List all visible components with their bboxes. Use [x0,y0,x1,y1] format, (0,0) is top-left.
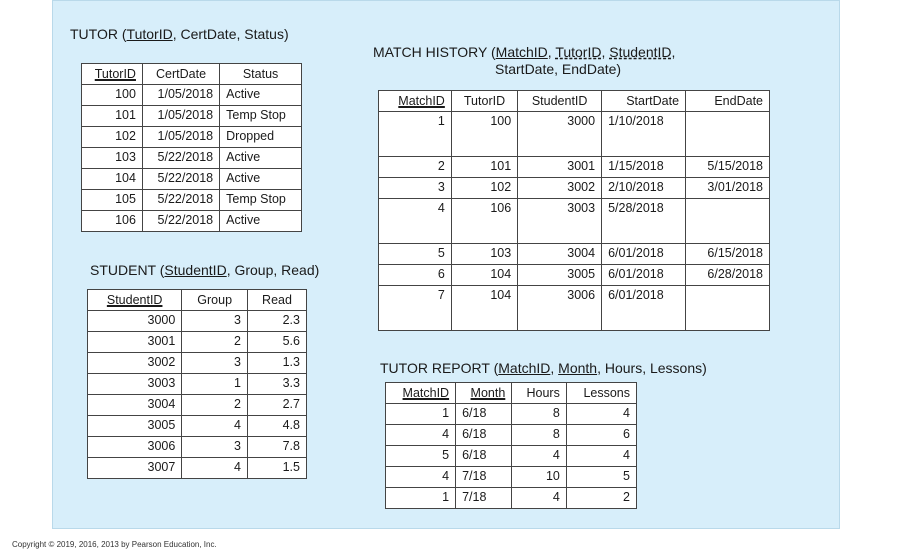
table-row [386,488,637,509]
table-row [386,446,637,467]
table-row [379,286,770,331]
match-history-table [378,90,770,331]
table-cell: 3000 [518,112,602,157]
table-cell: 103 [82,148,143,169]
table-row [88,416,307,437]
copyright-text: Copyright © 2019, 2016, 2013 by Pearson Education, Inc. [12,540,217,549]
table-row [88,458,307,479]
table-cell: 4 [182,416,248,437]
table-cell: 4 [566,404,636,425]
table-cell: 5/22/2018 [142,169,219,190]
table-cell: 2.7 [248,395,307,416]
tutor-table [81,63,302,232]
table-cell: 3004 [88,395,182,416]
table-row [379,199,770,244]
column-header: EndDate [686,91,770,112]
table-cell: 1.3 [248,353,307,374]
table-cell: 3003 [88,374,182,395]
table-cell: 1 [386,404,456,425]
table-cell: 104 [451,286,517,331]
table-cell: 4 [182,458,248,479]
table-row [88,332,307,353]
column-header: StudentID [88,290,182,311]
table-cell: 3.3 [248,374,307,395]
table-row [88,374,307,395]
table-cell: 7/18 [456,488,512,509]
table-row [88,395,307,416]
table-cell: 1/10/2018 [602,112,686,157]
table-row [82,169,302,190]
table-cell: 10 [512,467,567,488]
table-cell: 104 [82,169,143,190]
tutor-report-title: TUTOR REPORT (MatchID, Month, Hours, Lessons) [380,360,707,376]
table-cell: 1/05/2018 [142,106,219,127]
header-row [82,64,302,85]
table-cell: 2 [379,157,452,178]
table-cell: 7.8 [248,437,307,458]
table-cell: 6 [566,425,636,446]
table-cell: 6/15/2018 [686,244,770,265]
column-header: MatchID [386,383,456,404]
column-header: Lessons [566,383,636,404]
table-row [379,244,770,265]
table-row [88,353,307,374]
table-cell: 4 [386,425,456,446]
table-cell: 106 [451,199,517,244]
table-cell: 5/28/2018 [602,199,686,244]
header-row [386,383,637,404]
table-cell: 105 [82,190,143,211]
table-cell: 6/18 [456,425,512,446]
column-header: Status [220,64,302,85]
table-cell: 2.3 [248,311,307,332]
table-cell: 3006 [518,286,602,331]
table-cell: 6/01/2018 [602,244,686,265]
table-cell [686,286,770,331]
table-row [82,211,302,232]
table-cell: 4 [512,488,567,509]
table-cell: 3/01/2018 [686,178,770,199]
table-cell: 2 [182,332,248,353]
table-cell: 5/22/2018 [142,211,219,232]
table-cell: 3 [182,437,248,458]
table-cell: 1/05/2018 [142,127,219,148]
table-row [88,311,307,332]
column-header: StartDate [602,91,686,112]
table-cell: 6/18 [456,404,512,425]
table-cell: 101 [82,106,143,127]
student-table [87,289,307,479]
table-row [379,178,770,199]
table-cell: 4 [512,446,567,467]
match-history-title: MATCH HISTORY (MatchID, TutorID, StudentID, StartDate, EndDate) [373,44,676,77]
table-cell: 5/15/2018 [686,157,770,178]
table-cell: 104 [451,265,517,286]
column-header: CertDate [142,64,219,85]
table-cell: 1/15/2018 [602,157,686,178]
tutor-title: TUTOR (TutorID, CertDate, Status) [70,26,289,42]
table-cell: 3004 [518,244,602,265]
header-row [379,91,770,112]
table-row [82,148,302,169]
table-cell: 3 [379,178,452,199]
table-cell: 3007 [88,458,182,479]
table-cell: 6 [379,265,452,286]
table-cell: 2 [566,488,636,509]
table-cell: Temp Stop [220,106,302,127]
table-row [386,425,637,446]
table-cell: 1 [182,374,248,395]
table-cell: 6/18 [456,446,512,467]
table-cell: 3003 [518,199,602,244]
column-header: Month [456,383,512,404]
table-cell: 5 [379,244,452,265]
table-cell: 5.6 [248,332,307,353]
table-cell: 4 [379,199,452,244]
table-cell: 106 [82,211,143,232]
table-cell: 3 [182,353,248,374]
table-cell: 3001 [88,332,182,353]
table-cell: 2/10/2018 [602,178,686,199]
table-cell: 1.5 [248,458,307,479]
table-cell: 4.8 [248,416,307,437]
table-row [82,85,302,106]
table-row [379,157,770,178]
table-cell: 6/01/2018 [602,286,686,331]
table-cell: 4 [386,467,456,488]
table-cell: 101 [451,157,517,178]
table-row [82,190,302,211]
table-cell: 1/05/2018 [142,85,219,106]
table-cell: 1 [386,488,456,509]
table-cell: 100 [451,112,517,157]
table-row [386,467,637,488]
table-cell: 6/01/2018 [602,265,686,286]
column-header: TutorID [451,91,517,112]
table-cell: 7 [379,286,452,331]
column-header: MatchID [379,91,452,112]
table-cell: 5 [566,467,636,488]
table-cell: 100 [82,85,143,106]
table-cell: 3005 [88,416,182,437]
table-row [379,112,770,157]
table-cell: 5/22/2018 [142,190,219,211]
table-cell: 2 [182,395,248,416]
table-cell: Dropped [220,127,302,148]
table-row [82,127,302,148]
table-cell: 3 [182,311,248,332]
table-row [82,106,302,127]
table-cell: 5/22/2018 [142,148,219,169]
table-cell: 1 [379,112,452,157]
table-row [88,437,307,458]
column-header: Hours [512,383,567,404]
table-row [379,265,770,286]
table-cell: 3000 [88,311,182,332]
tutor-report-table [385,382,637,509]
table-cell: 3001 [518,157,602,178]
table-cell [686,199,770,244]
table-cell: Active [220,148,302,169]
table-cell: 8 [512,404,567,425]
table-cell [686,112,770,157]
table-cell: 3002 [88,353,182,374]
table-cell: 102 [451,178,517,199]
column-header: TutorID [82,64,143,85]
table-row [386,404,637,425]
table-cell: 8 [512,425,567,446]
column-header: StudentID [518,91,602,112]
table-cell: 4 [566,446,636,467]
table-cell: 3002 [518,178,602,199]
column-header: Group [182,290,248,311]
table-cell: 7/18 [456,467,512,488]
table-cell: Active [220,211,302,232]
student-title: STUDENT (StudentID, Group, Read) [90,262,320,278]
header-row [88,290,307,311]
column-header: Read [248,290,307,311]
table-cell: 5 [386,446,456,467]
table-cell: 6/28/2018 [686,265,770,286]
table-cell: Active [220,85,302,106]
table-cell: 3006 [88,437,182,458]
table-cell: 3005 [518,265,602,286]
table-cell: 103 [451,244,517,265]
table-cell: 102 [82,127,143,148]
table-cell: Active [220,169,302,190]
table-cell: Temp Stop [220,190,302,211]
